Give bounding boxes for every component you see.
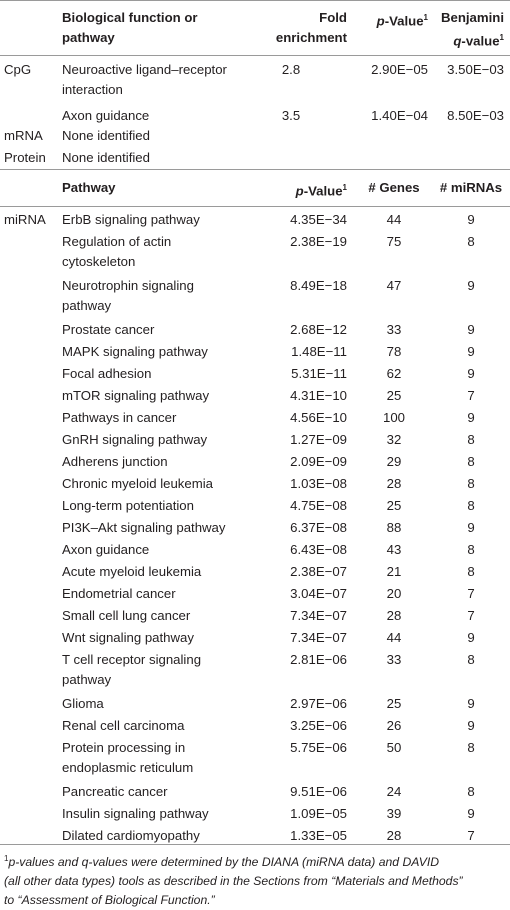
p-value: 1.09E−05 — [290, 806, 347, 821]
header-pvalue2-italic: p — [295, 183, 304, 199]
table-row — [0, 694, 510, 714]
table-row — [0, 276, 510, 318]
pathway-name — [62, 628, 194, 648]
gene-count: 50 — [386, 740, 402, 755]
p-value: 2.09E−09 — [290, 454, 347, 469]
footnote-line1: p-values and q-values were determined by the DIANA (miRNA data) and DAVID — [8, 855, 440, 869]
table-row — [0, 148, 510, 170]
header-fold — [262, 8, 347, 48]
table-row — [0, 126, 510, 148]
mirna-count: 9 — [467, 344, 475, 359]
pathway-name-line: Chronic myeloid leukemia — [62, 476, 213, 491]
table-row — [0, 584, 510, 604]
gene-count: 88 — [386, 520, 402, 535]
rule-bottom — [0, 844, 510, 845]
pathway-name — [62, 694, 104, 714]
gene-count: 44 — [386, 212, 402, 227]
pathway-name — [62, 650, 201, 690]
table-row — [0, 628, 510, 648]
rule-2 — [0, 169, 510, 170]
pathway-name — [62, 106, 149, 126]
table-row — [0, 364, 510, 384]
header-pathway: Pathway — [62, 180, 116, 195]
gene-count: 62 — [386, 366, 402, 381]
gene-count: 21 — [386, 564, 402, 579]
p-value: 2.81E−06 — [290, 652, 347, 667]
p-value: 2.90E−05 — [371, 62, 428, 77]
pathway-name-line: Insulin signaling pathway — [62, 806, 209, 821]
p-value: 1.40E−04 — [371, 108, 428, 123]
table1-header — [0, 5, 510, 49]
pathway-name — [62, 364, 151, 384]
header-mirnas: # miRNAs — [439, 180, 503, 195]
mirna-count: 8 — [467, 234, 475, 249]
gene-count: 25 — [386, 498, 402, 513]
p-value: 8.49E−18 — [290, 278, 347, 293]
gene-count: 26 — [386, 718, 402, 733]
gene-count: 43 — [386, 542, 402, 557]
rule-1 — [0, 55, 510, 56]
gene-count: 28 — [386, 476, 402, 491]
table-row — [0, 474, 510, 494]
header-function — [62, 8, 262, 48]
mirna-count: 9 — [467, 410, 475, 425]
table2-header — [0, 178, 510, 200]
table-row — [0, 496, 510, 516]
p-value: 3.25E−06 — [290, 718, 347, 733]
header-fold-line1: Fold — [319, 10, 347, 25]
table-row — [0, 782, 510, 802]
gene-count: 44 — [386, 630, 402, 645]
header-benjamini-sup: 1 — [499, 33, 504, 42]
header-pvalue-italic: p — [376, 13, 385, 29]
pathway-name — [62, 826, 200, 846]
table-row — [0, 60, 510, 102]
pathway-name-line: Glioma — [62, 696, 104, 711]
mirna-count: 9 — [467, 630, 475, 645]
data-type-label: miRNA — [4, 212, 46, 227]
pathway-name — [62, 386, 209, 406]
gene-count: 33 — [386, 652, 402, 667]
mirna-count: 7 — [467, 828, 475, 843]
data-type-label: CpG — [4, 62, 32, 77]
header-function-line1: Biological function or — [62, 10, 198, 25]
mirna-count: 9 — [467, 520, 475, 535]
mirna-count: 9 — [467, 806, 475, 821]
pathway-name-line: Endometrial cancer — [62, 586, 176, 601]
pathway-name — [62, 782, 168, 802]
footnote-line3: to “Assessment of Biological Function.” — [4, 893, 215, 907]
mirna-count: 8 — [467, 476, 475, 491]
table-row — [0, 232, 510, 274]
pathway-name-line: Wnt signaling pathway — [62, 630, 194, 645]
pathway-name-line: PI3K–Akt signaling pathway — [62, 520, 226, 535]
p-value: 4.31E−10 — [290, 388, 347, 403]
pathway-name — [62, 232, 171, 272]
pathway-name — [62, 452, 168, 472]
gene-count: 33 — [386, 322, 402, 337]
p-value: 7.34E−07 — [290, 608, 347, 623]
table-row — [0, 738, 510, 780]
pathway-name — [62, 148, 150, 168]
pathway-name — [62, 518, 225, 538]
p-value: 6.37E−08 — [290, 520, 347, 535]
header-pvalue2 — [262, 178, 347, 201]
pathway-name — [62, 562, 201, 582]
gene-count: 28 — [386, 828, 402, 843]
p-value: 3.04E−07 — [290, 586, 347, 601]
gene-count: 29 — [386, 454, 402, 469]
mirna-count: 7 — [467, 388, 475, 403]
mirna-count: 8 — [467, 740, 475, 755]
mirna-count: 8 — [467, 542, 475, 557]
pathway-name-line: Acute myeloid leukemia — [62, 564, 202, 579]
header-pvalue-sup: 1 — [423, 13, 428, 22]
q-value: 8.50E−03 — [447, 108, 504, 123]
table-row — [0, 826, 510, 846]
pathway-name — [62, 320, 154, 340]
pathway-name-line: Focal adhesion — [62, 366, 152, 381]
pathway-name — [62, 606, 190, 626]
table-row — [0, 804, 510, 824]
pathway-name-line: Adherens junction — [62, 454, 168, 469]
pathway-name — [62, 408, 176, 428]
header-pvalue2-sup: 1 — [342, 183, 347, 192]
pathway-name — [62, 584, 176, 604]
p-value: 4.75E−08 — [290, 498, 347, 513]
mirna-count: 9 — [467, 696, 475, 711]
pathway-name-line: Protein processing in — [62, 740, 186, 755]
pathway-name — [62, 738, 193, 778]
p-value: 2.38E−07 — [290, 564, 347, 579]
p-value: 4.35E−34 — [290, 212, 347, 227]
mirna-count: 7 — [467, 608, 475, 623]
gene-count: 78 — [386, 344, 402, 359]
p-value: 6.43E−08 — [290, 542, 347, 557]
pathway-name — [62, 276, 194, 316]
p-value: 7.34E−07 — [290, 630, 347, 645]
footnote-line2: (all other data types) tools as described in the Sections from “Materials and Methods” — [4, 874, 463, 888]
table-row — [0, 540, 510, 560]
table-row — [0, 518, 510, 538]
header-pvalue2-rest: -Value — [303, 183, 343, 199]
pathway-name-line: Dilated cardiomyopathy — [62, 828, 200, 843]
pathway-name-line: Axon guidance — [62, 542, 150, 557]
data-type-label: Protein — [4, 150, 46, 165]
table-row — [0, 430, 510, 450]
pathway-name-line: None identified — [62, 150, 150, 165]
pathway-name — [62, 210, 200, 230]
pathway-name-line: Prostate cancer — [62, 322, 155, 337]
table-row — [0, 210, 510, 230]
header-fold-line2: enrichment — [275, 30, 347, 45]
mirna-count: 8 — [467, 432, 475, 447]
mirna-count: 8 — [467, 784, 475, 799]
mirna-count: 9 — [467, 718, 475, 733]
fold-enrichment-value: 3.5 — [281, 108, 301, 123]
gene-count: 28 — [386, 608, 402, 623]
p-value: 5.75E−06 — [290, 740, 347, 755]
pathway-name-line: Pathways in cancer — [62, 410, 177, 425]
footnote — [4, 849, 504, 910]
pathway-name — [62, 540, 149, 560]
table-row — [0, 716, 510, 736]
p-value: 1.33E−05 — [290, 828, 347, 843]
header-pvalue-rest: -Value — [384, 13, 424, 29]
p-value: 1.27E−09 — [290, 432, 347, 447]
p-value: 2.97E−06 — [290, 696, 347, 711]
data-type-label: mRNA — [4, 128, 43, 143]
header-pvalue — [360, 8, 428, 31]
mirna-count: 9 — [467, 322, 475, 337]
pathway-name-line: None identified — [62, 128, 150, 143]
gene-count: 75 — [386, 234, 402, 249]
mirna-count: 9 — [467, 278, 475, 293]
footnote-marker: 1 — [4, 854, 9, 863]
pathway-name-line: interaction — [62, 82, 123, 97]
table-row — [0, 106, 510, 128]
pathway-name — [62, 126, 150, 146]
pathway-name — [62, 496, 194, 516]
table-row — [0, 452, 510, 472]
table-row — [0, 320, 510, 340]
table-row — [0, 408, 510, 428]
p-value: 9.51E−06 — [290, 784, 347, 799]
header-benjamini-italic: q — [453, 33, 462, 49]
gene-count: 20 — [386, 586, 402, 601]
pathway-name-line: Long-term potentiation — [62, 498, 194, 513]
pathway-name-line: T cell receptor signaling — [62, 652, 202, 667]
pathway-name — [62, 60, 227, 100]
pathway-name-line: Axon guidance — [62, 108, 150, 123]
pathway-name-line: GnRH signaling pathway — [62, 432, 208, 447]
gene-count: 32 — [386, 432, 402, 447]
pathway-name-line: Renal cell carcinoma — [62, 718, 185, 733]
p-value: 1.48E−11 — [291, 344, 347, 359]
pathway-name-line: Small cell lung cancer — [62, 608, 191, 623]
gene-count: 39 — [386, 806, 402, 821]
header-benjamini-rest: -value — [461, 33, 500, 49]
mirna-count: 9 — [467, 366, 475, 381]
p-value: 2.38E−19 — [290, 234, 347, 249]
pathway-name — [62, 430, 207, 450]
rule-3 — [0, 206, 510, 207]
pathway-name-line: endoplasmic reticulum — [62, 760, 194, 775]
header-benjamini-line1: Benjamini — [440, 10, 504, 25]
table-row — [0, 386, 510, 406]
p-value: 1.03E−08 — [290, 476, 347, 491]
pathway-name-line: MAPK signaling pathway — [62, 344, 208, 359]
pathway-name-line: ErbB signaling pathway — [62, 212, 200, 227]
gene-count: 100 — [382, 410, 405, 425]
gene-count: 25 — [386, 696, 402, 711]
pathway-name-line: pathway — [62, 298, 112, 313]
gene-count: 24 — [386, 784, 402, 799]
mirna-count: 8 — [467, 454, 475, 469]
pathway-name — [62, 804, 209, 824]
pathway-name-line: pathway — [62, 672, 112, 687]
top-rule — [0, 0, 510, 1]
header-genes: # Genes — [368, 180, 420, 195]
p-value: 2.68E−12 — [290, 322, 347, 337]
mirna-count: 8 — [467, 652, 475, 667]
q-value: 3.50E−03 — [447, 62, 504, 77]
pathway-name-line: cytoskeleton — [62, 254, 136, 269]
header-function-line2: pathway — [62, 30, 115, 45]
pathway-name — [62, 716, 184, 736]
pathway-name-line: Neurotrophin signaling — [62, 278, 194, 293]
pathway-name-line: Neuroactive ligand–receptor — [62, 62, 227, 77]
gene-count: 25 — [386, 388, 402, 403]
mirna-count: 8 — [467, 498, 475, 513]
pathway-name-line: Regulation of actin — [62, 234, 172, 249]
mirna-count: 7 — [467, 586, 475, 601]
table-row — [0, 650, 510, 692]
mirna-count: 8 — [467, 564, 475, 579]
pathway-name — [62, 342, 208, 362]
p-value: 4.56E−10 — [290, 410, 347, 425]
gene-count: 47 — [386, 278, 402, 293]
pathway-name-line: mTOR signaling pathway — [62, 388, 210, 403]
table-row — [0, 562, 510, 582]
pathway-name-line: Pancreatic cancer — [62, 784, 168, 799]
header-benjamini — [432, 8, 504, 51]
table-row — [0, 342, 510, 362]
fold-enrichment-value: 2.8 — [281, 62, 301, 77]
p-value: 5.31E−11 — [291, 366, 347, 381]
pathway-name — [62, 474, 213, 494]
mirna-count: 9 — [467, 212, 475, 227]
table-row — [0, 606, 510, 626]
